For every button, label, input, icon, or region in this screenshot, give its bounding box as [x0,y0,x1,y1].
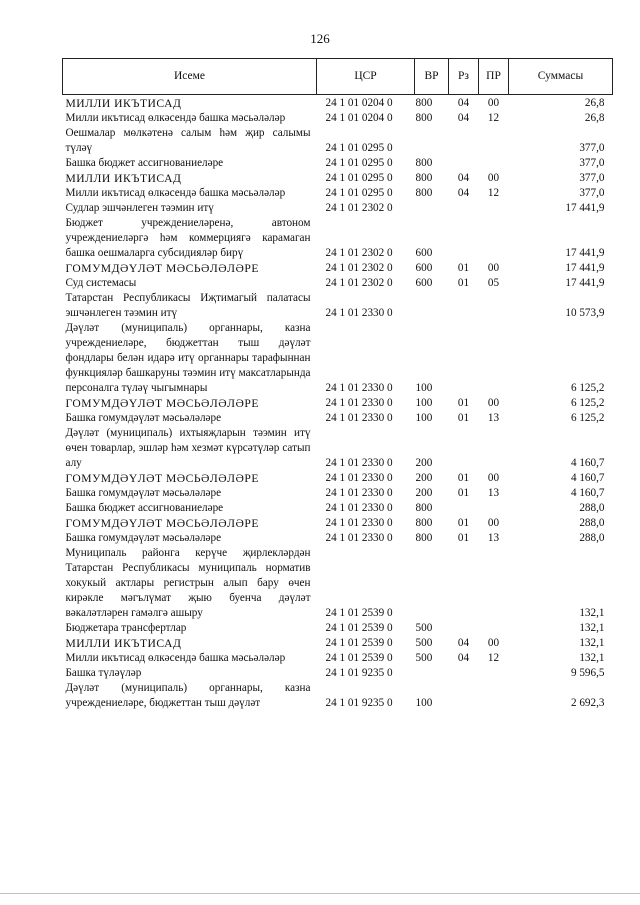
cell-rz: 01 [457,472,470,484]
cell-sum: 6 125,2 [570,412,605,424]
cell-vr: 100 [415,697,433,709]
cell-sum: 132,1 [579,652,605,664]
cell-rz: 04 [457,97,470,109]
table-row [63,546,613,621]
cell-vr: 600 [415,277,433,289]
cell-sum: 26,8 [584,112,605,124]
budget-table [62,58,613,711]
cell-csr: 24 1 01 2302 0 [325,262,393,274]
cell-pr [479,666,509,681]
cell-rz [449,666,479,681]
cell-pr: 05 [487,277,500,289]
table-row [63,681,613,711]
cell-pr [479,546,509,621]
cell-csr: 24 1 01 2539 0 [325,637,393,649]
cell-rz: 01 [457,517,470,529]
cell-rz: 01 [457,412,470,424]
cell-sum: 17 441,9 [565,262,605,274]
cell-pr [479,621,509,636]
cell-csr: 24 1 01 2539 0 [325,622,393,634]
cell-csr: 24 1 01 2330 0 [325,487,393,499]
cell-name: Татарстан Республикасы Иҗтимагый палатасы эшчәнлеген тәэмин итү [65,292,311,319]
header-rz: Рз [449,59,479,95]
header-sum: Суммасы [509,59,613,95]
cell-rz: 04 [457,187,470,199]
cell-pr [479,426,509,471]
cell-pr: 12 [487,112,500,124]
cell-vr: 800 [415,112,433,124]
cell-pr: 12 [487,652,500,664]
cell-rz [449,216,479,261]
cell-rz: 04 [457,172,470,184]
cell-name: Милли икътисад өлкәсендә башка мәсьәләләр [65,112,286,124]
cell-vr [415,291,449,321]
cell-vr: 500 [415,652,433,664]
cell-sum: 377,0 [579,142,605,154]
table-row [63,636,613,651]
table-row [63,111,613,126]
header-vr: ВР [415,59,449,95]
cell-rz [449,501,479,516]
cell-rz [449,201,479,216]
cell-pr [479,216,509,261]
table-row [63,531,613,546]
cell-name: Бюджет учреждениеләренә, автоном учреждениеләргә һәм коммерциягә карамаган башка оешмаларга субсидияләр бирү [65,217,311,259]
cell-rz: 01 [457,397,470,409]
cell-csr: 24 1 01 0295 0 [325,187,393,199]
table-row [63,411,613,426]
cell-rz [449,681,479,711]
cell-pr: 00 [487,517,500,529]
cell-pr: 00 [487,97,500,109]
table-row [63,321,613,396]
cell-pr [479,126,509,156]
cell-rz [449,321,479,396]
cell-vr: 800 [415,172,433,184]
cell-vr: 200 [415,487,433,499]
cell-vr [415,201,449,216]
cell-rz [449,621,479,636]
table-row [63,186,613,201]
cell-name: МИЛЛИ ИКЪТИСАД [65,172,182,185]
scan-edge-line [0,893,640,894]
cell-name: Башка бюджет ассигнованиеләре [65,157,224,169]
cell-sum: 288,0 [579,517,605,529]
table-row [63,516,613,531]
cell-name: МИЛЛИ ИКЪТИСАД [65,637,182,650]
cell-rz: 01 [457,262,470,274]
cell-pr [479,321,509,396]
table-row [63,651,613,666]
cell-sum: 6 125,2 [570,382,605,394]
cell-name: Башка бюджет ассигнованиеләре [65,502,224,514]
cell-vr: 800 [415,187,433,199]
cell-vr: 500 [415,622,433,634]
cell-csr: 24 1 01 2330 0 [325,532,393,544]
cell-pr [479,501,509,516]
cell-pr [479,156,509,171]
table-row [63,171,613,186]
table-row [63,216,613,261]
cell-name: Судлар эшчәнлеген тәэмин итү [65,202,214,214]
cell-pr: 13 [487,532,500,544]
cell-sum: 17 441,9 [565,277,605,289]
cell-name: Дәүләт (муниципаль) ихтыяҗларын тәэмин итү өчен товарлар, эшләр һәм хезмәт күрсәтүләр сатып алу [65,427,311,469]
cell-csr: 24 1 01 2302 0 [325,202,393,214]
cell-sum: 288,0 [579,532,605,544]
cell-pr: 12 [487,187,500,199]
cell-vr: 800 [415,97,433,109]
cell-sum: 377,0 [579,157,605,169]
cell-csr: 24 1 01 2330 0 [325,412,393,424]
cell-csr: 24 1 01 0204 0 [325,97,393,109]
cell-sum: 2 692,3 [570,697,605,709]
cell-name: МИЛЛИ ИКЪТИСАД [65,97,182,110]
table-row [63,291,613,321]
cell-vr: 200 [415,457,433,469]
cell-csr: 24 1 01 2539 0 [325,607,393,619]
cell-name: Милли икътисад өлкәсендә башка мәсьәләләр [65,187,286,199]
cell-csr: 24 1 01 0295 0 [325,142,393,154]
cell-rz: 04 [457,112,470,124]
cell-csr: 24 1 01 0295 0 [325,157,393,169]
cell-name: Башка түләүләр [65,667,142,679]
cell-rz: 04 [457,637,470,649]
cell-sum: 4 160,7 [570,487,605,499]
table-row [63,666,613,681]
cell-sum: 377,0 [579,187,605,199]
cell-pr [479,291,509,321]
table-row [63,201,613,216]
cell-sum: 132,1 [579,607,605,619]
table-row [63,156,613,171]
cell-sum: 4 160,7 [570,457,605,469]
cell-name: Оешмалар мөлкәтенә салым һәм җир салымы түләү [65,127,311,154]
cell-csr: 24 1 01 2330 0 [325,457,393,469]
cell-name: Башка гомумдәүләт мәсьәләләре [65,532,222,544]
cell-vr: 800 [415,157,433,169]
cell-name: ГОМУМДӘҮЛӘТ МӘСЬӘЛӘЛӘРЕ [65,517,259,530]
cell-csr: 24 1 01 2539 0 [325,652,393,664]
cell-sum: 9 596,5 [570,667,605,679]
cell-name: ГОМУМДӘҮЛӘТ МӘСЬӘЛӘЛӘРЕ [65,262,259,275]
table-row [63,276,613,291]
table-row [63,95,613,112]
cell-name: Башка гомумдәүләт мәсьәләләре [65,412,222,424]
cell-pr: 00 [487,172,500,184]
cell-rz: 01 [457,277,470,289]
cell-pr: 00 [487,262,500,274]
cell-csr: 24 1 01 2302 0 [325,277,393,289]
cell-sum: 288,0 [579,502,605,514]
cell-rz [449,156,479,171]
page-number: 126 [310,31,330,46]
cell-name: Бюджетара трансфертлар [65,622,187,634]
cell-vr: 800 [415,502,433,514]
header-pr: ПР [479,59,509,95]
cell-sum: 377,0 [579,172,605,184]
cell-vr [415,666,449,681]
cell-sum: 26,8 [584,97,605,109]
cell-vr [415,126,449,156]
cell-name: Муниципаль районга керүче җирлекләрдән Татарстан Республикасы муниципаль норматив хокукый актлары регистрын алып бару өчен кирәкле мәгълүмат җыю буенча дәүләт вәкаләтләрен гамәлгә ашыру [65,547,311,619]
cell-sum: 6 125,2 [570,397,605,409]
table-row [63,501,613,516]
cell-sum: 17 441,9 [565,247,605,259]
cell-vr: 600 [415,262,433,274]
cell-csr: 24 1 01 2302 0 [325,247,393,259]
cell-vr: 500 [415,637,433,649]
cell-pr: 00 [487,397,500,409]
table-row [63,396,613,411]
cell-csr: 24 1 01 2330 0 [325,502,393,514]
cell-vr: 600 [415,247,433,259]
cell-csr: 24 1 01 2330 0 [325,307,393,319]
cell-pr: 13 [487,487,500,499]
cell-rz [449,126,479,156]
cell-csr: 24 1 01 0295 0 [325,172,393,184]
cell-csr: 24 1 01 2330 0 [325,397,393,409]
table-row [63,426,613,471]
header-csr: ЦСР [317,59,415,95]
cell-vr: 800 [415,532,433,544]
cell-name: Дәүләт (муниципаль) органнары, казна учреждениеләре, бюджеттан тыш дәүләт фондлары белән идарә итү органнары тарафыннан функцияләр башкаруны тәэмин итү максатларында персоналга түләү чыгымнары [65,322,311,394]
cell-rz: 01 [457,532,470,544]
header-name: Исеме [63,59,317,95]
cell-csr: 24 1 01 2330 0 [325,517,393,529]
cell-name: Суд системасы [65,277,137,289]
cell-vr: 200 [415,472,433,484]
cell-csr: 24 1 01 9235 0 [325,667,393,679]
cell-rz [449,291,479,321]
table-row [63,471,613,486]
cell-csr: 24 1 01 9235 0 [325,697,393,709]
cell-vr: 100 [415,382,433,394]
cell-sum: 132,1 [579,637,605,649]
table-header-row [63,59,613,95]
cell-sum: 4 160,7 [570,472,605,484]
table-row [63,621,613,636]
cell-vr [415,546,449,621]
cell-pr: 00 [487,472,500,484]
cell-name: Милли икътисад өлкәсендә башка мәсьәләләр [65,652,286,664]
cell-rz [449,546,479,621]
cell-sum: 132,1 [579,622,605,634]
cell-rz: 01 [457,487,470,499]
cell-vr: 100 [415,397,433,409]
cell-pr [479,201,509,216]
cell-vr: 100 [415,412,433,424]
cell-csr: 24 1 01 0204 0 [325,112,393,124]
cell-csr: 24 1 01 2330 0 [325,382,393,394]
table-row [63,486,613,501]
cell-vr: 800 [415,517,433,529]
cell-rz [449,426,479,471]
table-row [63,261,613,276]
cell-sum: 10 573,9 [565,307,605,319]
cell-csr: 24 1 01 2330 0 [325,472,393,484]
cell-name: ГОМУМДӘҮЛӘТ МӘСЬӘЛӘЛӘРЕ [65,397,259,410]
cell-name: ГОМУМДӘҮЛӘТ МӘСЬӘЛӘЛӘРЕ [65,472,259,485]
cell-sum: 17 441,9 [565,202,605,214]
cell-name: Башка гомумдәүләт мәсьәләләре [65,487,222,499]
cell-rz: 04 [457,652,470,664]
cell-pr [479,681,509,711]
cell-pr: 13 [487,412,500,424]
cell-pr: 00 [487,637,500,649]
table-row [63,126,613,156]
cell-name: Дәүләт (муниципаль) органнары, казна учреждениеләре, бюджеттан тыш дәүләт [65,682,311,709]
